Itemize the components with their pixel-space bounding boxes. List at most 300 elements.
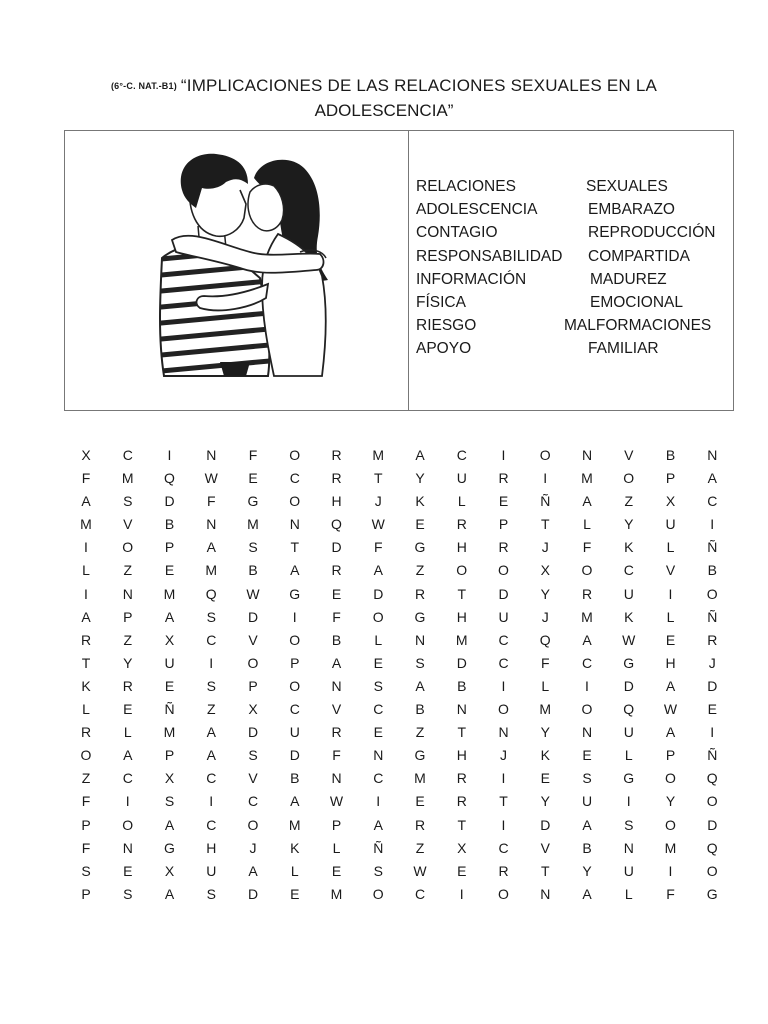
grid-letter[interactable]: O <box>581 562 593 579</box>
grid-letter[interactable]: R <box>331 447 342 463</box>
grid-letter[interactable]: M <box>205 562 218 579</box>
grid-letter[interactable]: O <box>122 816 134 833</box>
grid-letter[interactable]: D <box>456 654 467 671</box>
grid-letter[interactable]: A <box>206 539 216 556</box>
grid-letter[interactable]: O <box>122 539 134 556</box>
grid-letter[interactable]: Z <box>415 724 425 741</box>
grid-letter[interactable]: O <box>247 654 259 671</box>
grid-letter[interactable]: O <box>706 793 718 810</box>
grid-letter[interactable]: N <box>206 516 217 533</box>
grid-letter[interactable]: S <box>123 885 133 902</box>
grid-letter[interactable]: W <box>204 470 218 487</box>
grid-letter[interactable]: C <box>373 701 384 718</box>
grid-letter[interactable]: B <box>415 701 425 718</box>
grid-letter[interactable]: E <box>665 631 676 648</box>
grid-letter[interactable]: N <box>289 516 300 533</box>
grid-letter[interactable]: R <box>414 816 426 833</box>
grid-letter[interactable]: C <box>414 885 426 902</box>
grid-letter[interactable]: O <box>665 816 676 833</box>
grid-letter[interactable]: I <box>543 470 548 487</box>
grid-letter[interactable]: L <box>374 631 383 648</box>
grid-letter[interactable]: L <box>541 677 550 694</box>
grid-letter[interactable]: B <box>164 516 175 533</box>
grid-letter[interactable]: I <box>501 770 506 787</box>
grid-letter[interactable]: S <box>624 816 634 833</box>
grid-letter[interactable]: W <box>663 701 678 718</box>
grid-letter[interactable]: J <box>541 608 549 625</box>
grid-letter[interactable]: D <box>247 885 259 902</box>
grid-letter[interactable]: R <box>414 585 426 602</box>
grid-letter[interactable]: V <box>248 770 258 787</box>
grid-letter[interactable]: R <box>498 470 509 487</box>
grid-letter[interactable]: W <box>371 516 385 533</box>
grid-letter[interactable]: F <box>81 839 91 856</box>
grid-letter[interactable]: G <box>623 770 635 787</box>
grid-letter[interactable]: R <box>581 585 593 602</box>
grid-letter[interactable]: L <box>123 724 132 741</box>
grid-letter[interactable]: Z <box>206 701 216 718</box>
grid-letter[interactable]: O <box>706 585 718 602</box>
grid-letter[interactable]: M <box>330 885 343 902</box>
grid-letter[interactable]: G <box>623 654 635 671</box>
grid-letter[interactable]: M <box>247 516 259 533</box>
grid-letter[interactable]: Z <box>123 631 133 648</box>
grid-letter[interactable]: U <box>164 654 175 671</box>
grid-letter[interactable]: M <box>163 585 176 602</box>
grid-letter[interactable]: Z <box>624 493 634 510</box>
grid-letter[interactable]: L <box>332 839 341 856</box>
grid-letter[interactable]: A <box>290 562 300 579</box>
grid-letter[interactable]: M <box>372 447 385 463</box>
grid-letter[interactable]: I <box>292 608 297 625</box>
grid-letter[interactable]: K <box>415 493 425 510</box>
grid-letter[interactable]: B <box>707 562 717 579</box>
grid-letter[interactable]: F <box>248 447 258 463</box>
grid-letter[interactable]: R <box>122 677 133 694</box>
grid-letter[interactable]: V <box>123 516 133 533</box>
grid-letter[interactable]: X <box>248 701 258 718</box>
grid-letter[interactable]: X <box>164 862 175 879</box>
grid-letter[interactable]: C <box>623 562 634 579</box>
grid-letter[interactable]: L <box>624 747 633 764</box>
grid-letter[interactable]: O <box>372 608 384 625</box>
grid-letter[interactable]: A <box>415 447 425 463</box>
grid-letter[interactable]: G <box>414 608 426 625</box>
grid-letter[interactable]: V <box>624 447 634 463</box>
grid-letter[interactable]: P <box>164 539 175 556</box>
grid-letter[interactable]: S <box>81 862 91 879</box>
grid-letter[interactable]: A <box>123 747 133 764</box>
grid-letter[interactable]: A <box>582 816 592 833</box>
grid-letter[interactable]: I <box>710 724 715 741</box>
grid-letter[interactable]: E <box>248 470 258 487</box>
grid-letter[interactable]: A <box>582 885 592 902</box>
grid-letter[interactable]: N <box>540 885 551 902</box>
grid-letter[interactable]: O <box>289 677 301 694</box>
grid-letter[interactable]: N <box>414 631 426 648</box>
grid-letter[interactable]: O <box>289 493 301 510</box>
grid-letter[interactable]: B <box>290 770 300 787</box>
grid-letter[interactable]: T <box>373 470 383 487</box>
grid-letter[interactable]: E <box>331 585 342 602</box>
grid-letter[interactable]: M <box>664 839 677 856</box>
grid-letter[interactable]: Q <box>706 839 718 856</box>
grid-letter[interactable]: A <box>665 677 676 694</box>
grid-letter[interactable]: C <box>581 654 593 671</box>
grid-letter[interactable]: A <box>290 793 300 810</box>
grid-letter[interactable]: Ñ <box>707 539 718 556</box>
grid-letter[interactable]: O <box>289 447 301 463</box>
grid-letter[interactable]: H <box>456 747 467 764</box>
grid-letter[interactable]: W <box>622 631 636 648</box>
grid-letter[interactable]: D <box>540 816 551 833</box>
grid-letter[interactable]: M <box>288 816 301 833</box>
grid-letter[interactable]: N <box>331 770 342 787</box>
grid-letter[interactable]: E <box>373 654 383 671</box>
grid-letter[interactable]: Z <box>415 562 425 579</box>
grid-letter[interactable]: E <box>290 885 300 902</box>
grid-letter[interactable]: I <box>167 447 172 463</box>
grid-letter[interactable]: U <box>289 724 300 741</box>
grid-letter[interactable]: J <box>374 493 382 510</box>
grid-letter[interactable]: R <box>456 516 467 533</box>
grid-letter[interactable]: O <box>623 470 635 487</box>
grid-letter[interactable]: R <box>498 539 509 556</box>
grid-letter[interactable]: X <box>164 631 175 648</box>
grid-letter[interactable]: D <box>247 724 259 741</box>
grid-letter[interactable]: K <box>540 747 550 764</box>
grid-letter[interactable]: X <box>457 839 467 856</box>
grid-letter[interactable]: N <box>707 447 718 463</box>
grid-letter[interactable]: O <box>498 885 509 902</box>
grid-letter[interactable]: Ñ <box>373 839 384 856</box>
grid-letter[interactable]: P <box>331 816 342 833</box>
grid-letter[interactable]: N <box>623 839 634 856</box>
grid-letter[interactable]: S <box>206 885 216 902</box>
grid-letter[interactable]: T <box>81 654 91 671</box>
grid-letter[interactable]: L <box>624 885 633 902</box>
grid-letter[interactable]: A <box>415 677 425 694</box>
grid-letter[interactable]: M <box>121 470 134 487</box>
grid-letter[interactable]: F <box>582 539 592 556</box>
grid-letter[interactable]: R <box>331 470 342 487</box>
grid-letter[interactable]: I <box>668 585 673 602</box>
grid-letter[interactable]: S <box>206 677 216 694</box>
grid-letter[interactable]: K <box>290 839 300 856</box>
grid-letter[interactable]: T <box>540 516 550 533</box>
grid-letter[interactable]: N <box>581 447 593 463</box>
grid-letter[interactable]: Z <box>415 839 425 856</box>
grid-letter[interactable]: P <box>81 816 91 833</box>
grid-letter[interactable]: O <box>706 862 718 879</box>
grid-letter[interactable]: A <box>665 724 676 741</box>
grid-letter[interactable]: A <box>206 724 216 741</box>
grid-letter[interactable]: M <box>163 724 176 741</box>
grid-letter[interactable]: U <box>206 862 217 879</box>
grid-letter[interactable]: D <box>623 677 634 694</box>
grid-letter[interactable]: E <box>415 516 425 533</box>
grid-letter[interactable]: E <box>707 701 717 718</box>
grid-letter[interactable]: Q <box>164 470 175 487</box>
grid-letter[interactable]: L <box>457 493 466 510</box>
grid-letter[interactable]: Y <box>540 793 550 810</box>
grid-letter[interactable]: M <box>581 608 593 625</box>
grid-letter[interactable]: V <box>331 701 342 718</box>
grid-letter[interactable]: N <box>122 585 133 602</box>
grid-letter[interactable]: Q <box>706 770 718 787</box>
grid-letter[interactable]: I <box>84 539 88 556</box>
grid-letter[interactable]: T <box>290 539 300 556</box>
grid-letter[interactable]: N <box>331 677 342 694</box>
grid-letter[interactable]: S <box>248 539 258 556</box>
grid-letter[interactable]: F <box>666 885 675 902</box>
grid-letter[interactable]: H <box>331 493 342 510</box>
grid-letter[interactable]: H <box>665 654 676 671</box>
grid-letter[interactable]: O <box>289 631 301 648</box>
grid-letter[interactable]: Y <box>415 470 425 487</box>
grid-letter[interactable]: E <box>457 862 467 879</box>
grid-letter[interactable]: L <box>82 701 90 718</box>
grid-letter[interactable]: R <box>80 724 92 741</box>
grid-letter[interactable]: O <box>80 747 92 764</box>
grid-letter[interactable]: L <box>666 539 675 556</box>
grid-letter[interactable]: Y <box>582 862 592 879</box>
grid-letter[interactable]: I <box>501 677 506 694</box>
grid-letter[interactable]: T <box>457 585 467 602</box>
grid-letter[interactable]: E <box>498 493 509 510</box>
grid-letter[interactable]: Ñ <box>707 608 718 625</box>
grid-letter[interactable]: U <box>623 862 634 879</box>
grid-letter[interactable]: F <box>206 493 216 510</box>
grid-letter[interactable]: A <box>164 885 175 902</box>
grid-letter[interactable]: C <box>498 839 509 856</box>
grid-letter[interactable]: J <box>708 654 716 671</box>
grid-letter[interactable]: G <box>164 839 175 856</box>
grid-letter[interactable]: F <box>332 608 341 625</box>
grid-letter[interactable]: A <box>164 608 175 625</box>
grid-letter[interactable]: B <box>582 839 592 856</box>
grid-letter[interactable]: O <box>581 701 593 718</box>
grid-letter[interactable]: B <box>331 631 342 648</box>
grid-letter[interactable]: F <box>81 470 91 487</box>
grid-letter[interactable]: G <box>414 539 426 556</box>
grid-letter[interactable]: S <box>123 493 133 510</box>
grid-letter[interactable]: C <box>206 770 217 787</box>
grid-letter[interactable]: M <box>539 701 552 718</box>
grid-letter[interactable]: K <box>624 539 634 556</box>
grid-letter[interactable]: L <box>290 862 299 879</box>
grid-letter[interactable]: O <box>498 701 509 718</box>
grid-letter[interactable]: Z <box>81 770 91 787</box>
grid-letter[interactable]: P <box>81 885 91 902</box>
grid-letter[interactable]: L <box>666 608 675 625</box>
grid-letter[interactable]: O <box>247 816 259 833</box>
grid-letter[interactable]: K <box>81 677 91 694</box>
grid-letter[interactable]: Ñ <box>540 493 551 510</box>
grid-letter[interactable]: I <box>626 793 631 810</box>
grid-letter[interactable]: I <box>710 516 715 533</box>
grid-letter[interactable]: G <box>247 493 259 510</box>
grid-letter[interactable]: Ñ <box>707 747 718 764</box>
grid-letter[interactable]: O <box>372 885 384 902</box>
grid-letter[interactable]: C <box>122 770 133 787</box>
grid-letter[interactable]: U <box>581 793 593 810</box>
grid-letter[interactable]: D <box>707 816 718 833</box>
grid-letter[interactable]: A <box>582 493 592 510</box>
grid-letter[interactable]: N <box>122 839 133 856</box>
grid-letter[interactable]: C <box>206 631 217 648</box>
grid-letter[interactable]: N <box>373 747 384 764</box>
grid-letter[interactable]: T <box>540 862 550 879</box>
grid-letter[interactable]: U <box>623 585 634 602</box>
grid-letter[interactable]: R <box>456 793 467 810</box>
grid-letter[interactable]: B <box>665 447 676 463</box>
grid-letter[interactable]: C <box>122 447 133 463</box>
grid-letter[interactable]: A <box>373 816 383 833</box>
grid-letter[interactable]: D <box>707 677 718 694</box>
grid-letter[interactable]: S <box>164 793 175 810</box>
grid-letter[interactable]: C <box>289 470 300 487</box>
grid-letter[interactable]: Y <box>540 585 550 602</box>
grid-letter[interactable]: Z <box>123 562 133 579</box>
grid-letter[interactable]: T <box>457 724 467 741</box>
grid-letter[interactable]: K <box>624 608 634 625</box>
grid-letter[interactable]: U <box>623 724 634 741</box>
grid-letter[interactable]: E <box>415 793 425 810</box>
grid-letter[interactable]: E <box>582 747 592 764</box>
grid-letter[interactable]: A <box>582 631 592 648</box>
grid-letter[interactable]: M <box>80 516 92 533</box>
grid-letter[interactable]: S <box>248 747 258 764</box>
grid-letter[interactable]: D <box>498 585 509 602</box>
grid-letter[interactable]: E <box>123 862 133 879</box>
grid-letter[interactable]: A <box>81 608 91 625</box>
grid-letter[interactable]: A <box>248 862 258 879</box>
grid-letter[interactable]: S <box>582 770 592 787</box>
grid-letter[interactable]: F <box>81 793 91 810</box>
grid-letter[interactable]: V <box>540 839 550 856</box>
grid-letter[interactable]: C <box>498 631 509 648</box>
grid-letter[interactable]: W <box>413 862 427 879</box>
grid-letter[interactable]: Q <box>331 516 342 533</box>
grid-letter[interactable]: O <box>539 447 551 463</box>
grid-letter[interactable]: H <box>456 539 467 556</box>
grid-letter[interactable]: E <box>373 724 383 741</box>
grid-letter[interactable]: A <box>373 562 383 579</box>
grid-letter[interactable]: S <box>373 677 383 694</box>
grid-letter[interactable]: I <box>501 447 506 463</box>
grid-letter[interactable]: D <box>164 493 175 510</box>
grid-letter[interactable]: D <box>289 747 300 764</box>
grid-letter[interactable]: I <box>501 816 506 833</box>
grid-letter[interactable]: D <box>247 608 259 625</box>
grid-letter[interactable]: J <box>249 839 257 856</box>
grid-letter[interactable]: N <box>206 447 217 463</box>
grid-letter[interactable]: I <box>585 677 589 694</box>
grid-letter[interactable]: E <box>540 770 550 787</box>
grid-letter[interactable]: C <box>289 701 300 718</box>
grid-letter[interactable]: T <box>499 793 508 810</box>
grid-letter[interactable]: F <box>332 747 341 764</box>
grid-letter[interactable]: H <box>206 839 217 856</box>
grid-letter[interactable]: Q <box>623 701 635 718</box>
grid-letter[interactable]: E <box>164 677 175 694</box>
grid-letter[interactable]: X <box>665 493 676 510</box>
grid-letter[interactable]: R <box>498 862 509 879</box>
grid-letter[interactable]: N <box>498 724 509 741</box>
grid-letter[interactable]: I <box>209 654 214 671</box>
grid-letter[interactable]: C <box>247 793 259 810</box>
grid-letter[interactable]: L <box>583 516 591 533</box>
grid-letter[interactable]: S <box>206 608 216 625</box>
grid-letter[interactable]: W <box>329 793 344 810</box>
grid-letter[interactable]: I <box>209 793 214 810</box>
grid-letter[interactable]: D <box>373 585 384 602</box>
grid-letter[interactable]: S <box>373 862 383 879</box>
grid-letter[interactable]: I <box>376 793 381 810</box>
grid-letter[interactable]: A <box>206 747 216 764</box>
grid-letter[interactable]: P <box>290 654 300 671</box>
grid-letter[interactable]: B <box>248 562 258 579</box>
grid-letter[interactable]: Y <box>624 516 634 533</box>
grid-letter[interactable]: Y <box>123 654 133 671</box>
grid-letter[interactable]: C <box>206 816 217 833</box>
grid-letter[interactable]: C <box>707 493 718 510</box>
grid-letter[interactable]: Q <box>539 631 551 648</box>
grid-letter[interactable]: C <box>498 654 509 671</box>
grid-letter[interactable]: R <box>80 631 92 648</box>
grid-letter[interactable]: O <box>456 562 468 579</box>
grid-letter[interactable]: B <box>457 677 467 694</box>
grid-letter[interactable]: P <box>123 608 133 625</box>
grid-letter[interactable]: A <box>331 654 342 671</box>
grid-letter[interactable]: G <box>706 885 718 902</box>
grid-letter[interactable]: T <box>457 816 467 833</box>
grid-letter[interactable]: R <box>456 770 467 787</box>
grid-letter[interactable]: S <box>415 654 425 671</box>
grid-letter[interactable]: Q <box>205 585 217 602</box>
grid-letter[interactable]: P <box>498 516 509 533</box>
grid-letter[interactable]: I <box>668 862 673 879</box>
grid-letter[interactable]: L <box>82 562 90 579</box>
grid-letter[interactable]: I <box>84 585 88 602</box>
grid-letter[interactable]: A <box>164 816 175 833</box>
grid-letter[interactable]: P <box>665 470 676 487</box>
grid-letter[interactable]: U <box>665 516 676 533</box>
grid-letter[interactable]: P <box>248 677 258 694</box>
grid-letter[interactable]: E <box>331 862 342 879</box>
grid-letter[interactable]: R <box>707 631 718 648</box>
grid-letter[interactable]: J <box>541 539 549 556</box>
grid-letter[interactable]: F <box>373 539 383 556</box>
grid-letter[interactable]: C <box>456 447 467 463</box>
grid-letter[interactable]: V <box>248 631 258 648</box>
grid-letter[interactable]: I <box>125 793 130 810</box>
grid-letter[interactable]: R <box>331 724 342 741</box>
grid-letter[interactable]: F <box>540 654 550 671</box>
grid-letter[interactable]: N <box>456 701 467 718</box>
grid-letter[interactable]: I <box>459 885 464 902</box>
grid-letter[interactable]: D <box>331 539 342 556</box>
grid-letter[interactable]: G <box>289 585 301 602</box>
grid-letter[interactable]: E <box>164 562 175 579</box>
grid-letter[interactable]: O <box>665 770 676 787</box>
grid-letter[interactable]: P <box>164 747 175 764</box>
grid-letter[interactable]: X <box>81 447 91 463</box>
grid-letter[interactable]: M <box>414 770 426 787</box>
grid-letter[interactable]: V <box>665 562 676 579</box>
grid-letter[interactable]: H <box>456 608 467 625</box>
